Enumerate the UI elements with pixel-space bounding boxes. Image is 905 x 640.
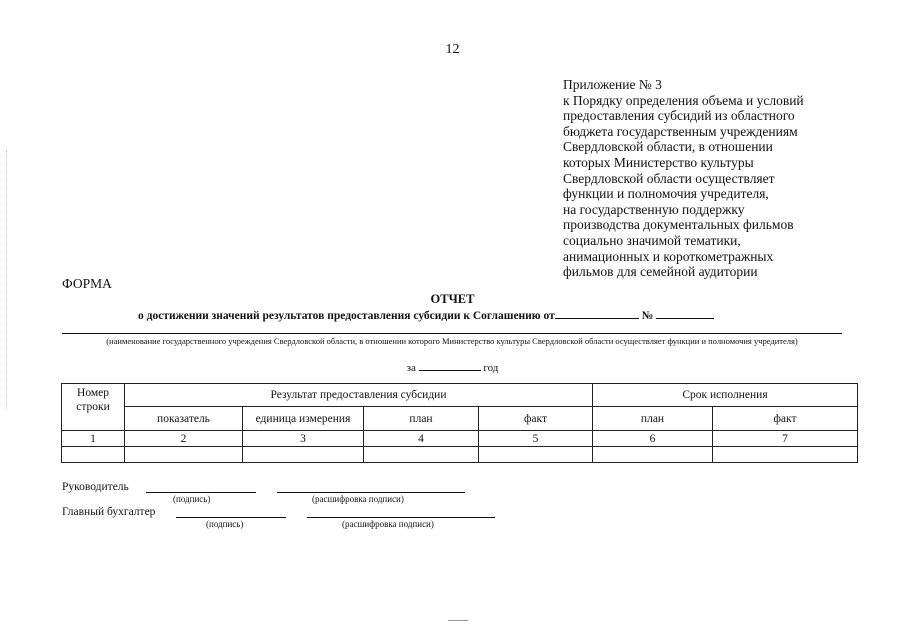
appendix-line: производства документальных фильмов <box>563 217 794 233</box>
head-label: Руководитель <box>62 481 129 493</box>
table-cell[interactable] <box>125 447 243 463</box>
appendix-line: анимационных и короткометражных <box>563 248 774 264</box>
appendix-line: на государственную поддержку <box>563 201 745 217</box>
table-cell[interactable] <box>593 447 713 463</box>
institution-name-line[interactable] <box>62 333 842 334</box>
header-result-fact: факт <box>479 407 593 431</box>
period-suffix: год <box>483 362 499 374</box>
appendix-line: которых Министерство культуры <box>563 154 754 170</box>
column-number: 5 <box>479 431 593 447</box>
column-number: 1 <box>62 431 125 447</box>
accountant-signature-caption: (подпись) <box>206 519 244 529</box>
header-result-plan: план <box>364 407 479 431</box>
column-number: 4 <box>364 431 479 447</box>
head-decoding-caption: (расшифровка подписи) <box>312 494 404 504</box>
table-cell[interactable] <box>243 447 364 463</box>
form-label: ФОРМА <box>62 276 112 291</box>
appendix-line: к Порядку определения объема и условий <box>563 92 804 108</box>
accountant-decoding-line[interactable] <box>307 517 495 518</box>
table-cell[interactable] <box>364 447 479 463</box>
page-number: 12 <box>445 42 460 57</box>
header-indicator: показатель <box>125 407 243 431</box>
results-table <box>61 383 858 463</box>
number-sign: № <box>641 310 654 322</box>
column-number: 3 <box>243 431 364 447</box>
scan-bottom-mark <box>448 620 468 621</box>
agreement-date-blank[interactable] <box>555 307 639 319</box>
column-number: 2 <box>125 431 243 447</box>
column-number: 7 <box>713 431 858 447</box>
head-decoding-line[interactable] <box>277 492 465 493</box>
accountant-label: Главный бухгалтер <box>62 506 156 518</box>
report-title: ОТЧЕТ <box>430 292 475 306</box>
table-cell[interactable] <box>479 447 593 463</box>
accountant-signature-line[interactable] <box>176 517 286 518</box>
appendix-line: предоставления субсидий из областного <box>563 108 795 124</box>
header-group-result: Результат предоставления субсидии <box>125 384 593 407</box>
header-group-deadline: Срок исполнения <box>593 384 858 407</box>
header-row-number-text: Номер строки <box>76 387 110 413</box>
report-subtitle <box>138 307 714 322</box>
appendix-line: Свердловской области осуществляет <box>563 170 775 186</box>
report-subtitle-text: о достижении значений результатов предоставления субсидии к Соглашению от <box>138 310 555 322</box>
header-deadline-fact: факт <box>713 407 858 431</box>
period-year-blank[interactable] <box>419 359 481 371</box>
appendix-line: Приложение № 3 <box>563 77 662 92</box>
table-row <box>62 447 858 463</box>
head-signature-line[interactable] <box>146 492 256 493</box>
head-signature-caption: (подпись) <box>173 494 211 504</box>
column-number: 6 <box>593 431 713 447</box>
table-cell[interactable] <box>713 447 858 463</box>
appendix-line: фильмов для семейной аудитории <box>563 264 758 280</box>
appendix-note <box>563 77 883 280</box>
period-prefix: за <box>406 362 416 374</box>
header-unit: единица измерения <box>243 407 364 431</box>
accountant-decoding-caption: (расшифровка подписи) <box>342 519 434 529</box>
report-period <box>0 359 905 374</box>
appendix-line: функции и полномочия учредителя, <box>563 186 769 202</box>
appendix-line: Свердловской области, в отношении <box>563 139 773 155</box>
appendix-line: бюджета государственным учреждениям <box>563 123 798 139</box>
table-cell[interactable] <box>62 447 125 463</box>
institution-name-caption: (наименование государственного учреждения Свердловской области, в отношении которого Министерство культуры Свердловской области осуществляет функции и полномочия учредителя) <box>106 336 798 346</box>
agreement-number-blank[interactable] <box>656 307 714 319</box>
header-row-number <box>62 384 125 431</box>
appendix-line: социально значимой тематики, <box>563 232 741 248</box>
header-deadline-plan: план <box>593 407 713 431</box>
